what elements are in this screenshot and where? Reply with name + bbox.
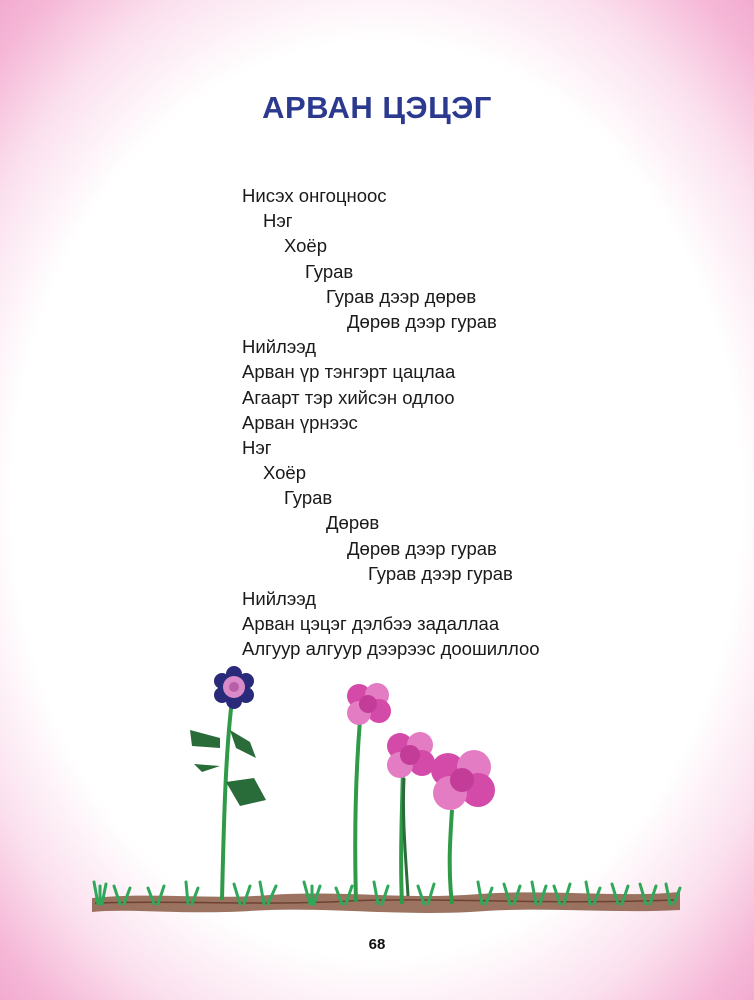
poem-line: Дөрөв дээр гурав	[347, 310, 497, 332]
flower-illustration	[90, 660, 685, 915]
poem-line: Гурав дээр гурав	[368, 562, 513, 584]
poem-line: Гурав	[305, 260, 354, 282]
poem-line: Гурав дээр дөрөв	[326, 285, 477, 307]
poem-line: Нийлээд	[242, 336, 317, 358]
poem-line: Арван цэцэг дэлбээ задаллаа	[242, 613, 500, 635]
poem-line: Арван үр тэнгэрт цацлаа	[242, 361, 456, 383]
poem-line: Нисэх онгоцноос	[242, 185, 387, 206]
page-number: 68	[368, 936, 386, 953]
poem-line: Хоёр	[263, 462, 306, 484]
poem-line: Нэг	[242, 436, 272, 458]
poem-line: Дөрөв дээр гурав	[347, 537, 497, 559]
poem-line: Агаарт тэр хийсэн одлоо	[242, 386, 455, 408]
flowers-drawing-icon	[90, 660, 685, 915]
poem-line: Нийлээд	[242, 588, 317, 609]
poem-line: Арван үрнээс	[242, 411, 358, 433]
poem-line: Алгуур алгуур дээрээс доошиллоо	[242, 638, 540, 660]
poem-line: Нэг	[263, 210, 293, 232]
poem	[242, 183, 540, 662]
poem-line: Хоёр	[284, 235, 327, 257]
poem-line: Дөрөв	[326, 512, 380, 534]
poem-line: Гурав	[284, 487, 333, 509]
page-title: АРВАН ЦЭЦЭГ	[262, 90, 492, 125]
